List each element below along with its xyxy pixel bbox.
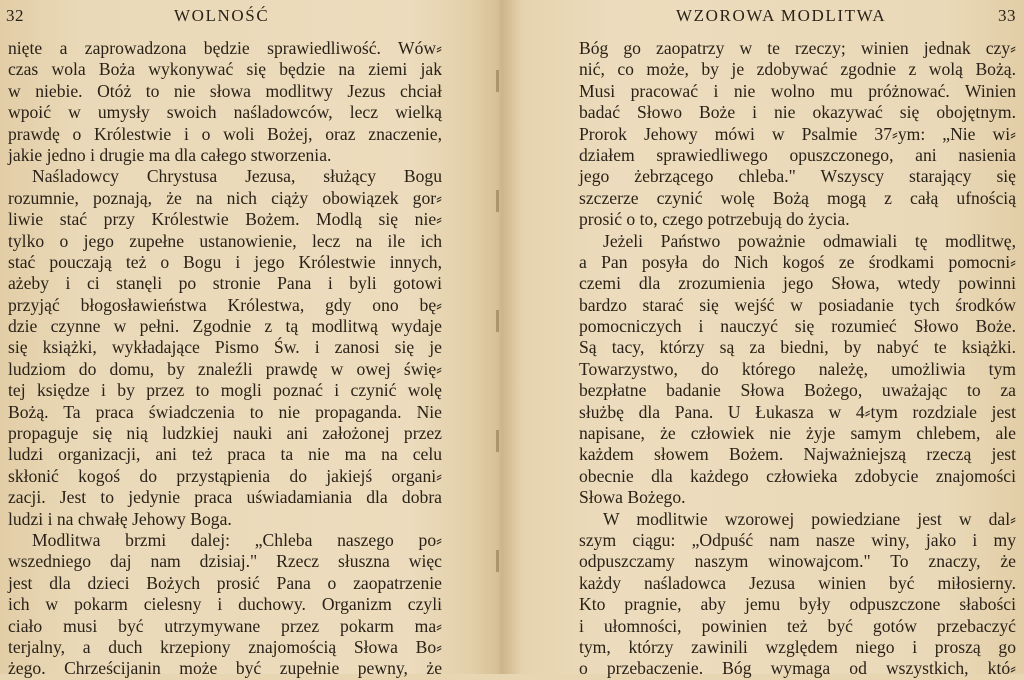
text-line: Są tacy, którzy są za biedni, by nabyć te książki. [579, 337, 1016, 358]
text-line: zacji. Jest to jedynie praca uświadamiania dla dobra [8, 487, 442, 508]
text-line: jakie jedno i drugie ma dla całego stworzenia. [8, 144, 332, 165]
left-page-header [0, 6, 500, 30]
text-line: jego żebrzącego chleba." Wszyscy starający się [579, 166, 1016, 187]
text-line: badać Słowo Boże i nie okazywać się obojętnym. [579, 102, 1016, 123]
text-line: obecnie dla każdego człowieka zdobycie znajomości [579, 465, 1016, 486]
text-line: szczerze czynić wolę Bożą mogą z całą ufnością [579, 187, 1016, 208]
text-line: liwie stać przy Królestwie Bożem. Modlą się nie⸗ [8, 209, 442, 230]
text-line: o przebaczenie. Bóg wymaga od wszystkich, któ⸗ [579, 658, 1016, 679]
text-line: każdy naśladowca Jezusa winien być miłosierny. [579, 572, 1016, 593]
text-line: bardzo starać się wejść w posiadanie tych środków [579, 294, 1016, 315]
text-line: skłonić kogoś do przystąpienia do jakiejś organi⸗ [8, 465, 442, 486]
text-line: prosić o to, czego potrzebują do życia. [579, 209, 850, 230]
text-line: Musi pracować i nie wolno mu próżnować. Winien [579, 80, 1016, 101]
text-line: Bóg go zaopatrzy w te rzeczy; winien jednak czy⸗ [579, 38, 1016, 58]
text-line: W modlitwie wzorowej powiedziane jest w dal⸗ [603, 508, 1016, 529]
text-line: prawdę o Królestwie i o woli Bożej, oraz znaczenie, [8, 123, 442, 144]
text-line: żego. Chrześcijanin może być zupełnie pewny, że [8, 658, 442, 679]
text-line: Słowa Bożego. [579, 487, 686, 508]
text-line: czemi dla zrozumienia jego Słowa, wtedy powinni [579, 273, 1016, 294]
text-line: pomocniczych i nauczyć się rozumieć Słowo Boże. [579, 316, 1016, 337]
text-line: przyjąć błogosławieństwa Królestwa, gdy ono bę⸗ [8, 294, 442, 315]
left-page [0, 0, 500, 679]
right-page [512, 0, 1024, 679]
text-line: propaguje się nią ludzkiej nauki ani założonej przez [8, 423, 442, 444]
left-page-body [8, 38, 442, 680]
text-line: dzie czynne w pełni. Zgodnie z tą modlitwą wydaje [8, 316, 442, 337]
text-line: działem sprawiedliwego opuszczonego, ani nasienia [579, 144, 1016, 165]
text-line: każdem słowem Bożem. Najważniejszą rzeczą jest [579, 444, 1016, 465]
text-line: Bożą. Ta praca świadczenia to nie propaganda. Nie [8, 401, 442, 422]
text-line: napisane, że człowiek nie żyje samym chlebem, ale [579, 423, 1016, 444]
text-line: jest dla dzieci Bożych prosić Pana o zaopatrzenie [8, 572, 442, 593]
text-line: służbę dla Pana. U Łukasza w 4⸗tym rozdziale jest [579, 401, 1016, 422]
text-line: ciało musi być utrzymywane przez pokarm ma⸗ [8, 615, 442, 636]
text-line: Jeżeli Państwo poważnie odmawiali tę modlitwę, [603, 230, 1016, 251]
text-line: tym, którzy zawinili względem niego i proszą go [579, 636, 1016, 657]
text-line: Towarzystwo, do którego należę, umożliwia tym [579, 358, 1016, 379]
text-line: tylko o jego zupełne ustanowienie, lecz na ile ich [8, 230, 442, 251]
text-line: czas wola Boża wykonywać się będzie na ziemi jak [8, 59, 442, 80]
left-page-number: 32 [6, 6, 24, 25]
text-line: bezpłatne badanie Słowa Bożego, uważając to za [579, 380, 1016, 401]
right-page-number: 33 [998, 6, 1016, 25]
text-line: tej księdze i by przez to mogli poznać i czynić wolę [8, 380, 442, 401]
text-line: Modlitwa brzmi dalej: „Chleba naszego po⸗ [32, 529, 442, 550]
text-line: odpuszczamy naszym winowajcom." To znaczy, że [579, 551, 1016, 572]
text-line: ludziom do domu, by znaleźli prawdę w owej świę⸗ [8, 358, 442, 379]
text-line: ludzi i na chwałę Jehowy Boga. [8, 508, 232, 529]
text-line: Kto pragnie, aby jemu były odpuszczone słabości [579, 594, 1016, 615]
left-running-title: WOLNOŚĆ [174, 6, 270, 25]
text-line: szym ciągu: „Odpuść nam nasze winy, jako i my [579, 529, 1016, 550]
right-page-header [512, 6, 1024, 30]
text-line: wszedniego daj nam dzisiaj." Rzecz słuszna więc [8, 551, 442, 572]
text-line: ludzi organizacji, ani też praca ta nie ma na celu [8, 444, 442, 465]
text-line: nięte a zaprowadzona będzie sprawiedliwość. Wów⸗ [8, 38, 442, 58]
text-line: Naśladowcy Chrystusa Jezusa, służący Bogu [32, 166, 442, 187]
text-line: i ułomności, powinien też być gotów przebaczyć [579, 615, 1016, 636]
text-line: się książki, wykładające Pismo Św. i zanosi się je [8, 337, 442, 358]
text-line: w niebie. Otóż to nie słowa modlitwy Jezus chciał [8, 80, 442, 101]
text-line: wpoić w umysły swoich naśladowców, lecz wielką [8, 102, 442, 123]
text-line: rozumnie, poznają, że na nich ciąży obowiązek gor⸗ [8, 187, 442, 208]
text-line: stać pouczają też o Bogu i jego Królestwie innych, [8, 251, 442, 272]
text-line: nić, co może, by je zdobywać zgodnie z wolą Bożą. [579, 59, 1016, 80]
text-line: ażeby i ci stanęli po stronie Pana i byli gotowi [8, 273, 442, 294]
text-line: a Pan posyła do Nich kogoś ze środkami pomocni⸗ [579, 251, 1016, 272]
text-line: Prorok Jehowy mówi w Psalmie 37⸗ym: „Nie wi⸗ [579, 123, 1016, 144]
right-running-title: WZOROWA MODLITWA [676, 6, 887, 25]
text-line: terjalny, a duch krzepiony znajomością Słowa Bo⸗ [8, 636, 442, 657]
right-page-body [579, 38, 1016, 680]
text-line: ich w pokarm cielesny i duchowy. Organizm czyli [8, 594, 442, 615]
